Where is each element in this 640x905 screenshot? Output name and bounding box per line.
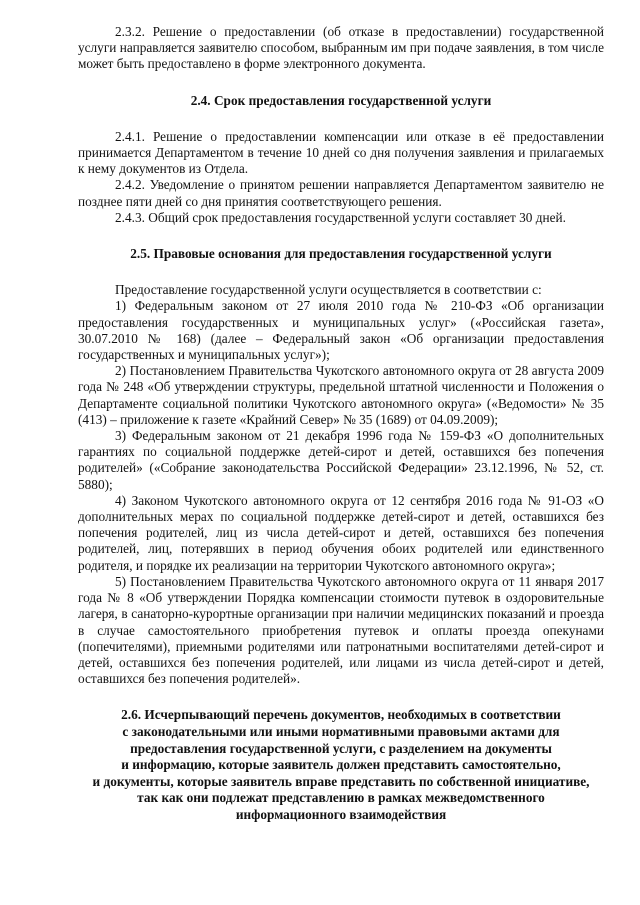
section-heading-2-4: 2.4. Срок предоставления государственной услуги xyxy=(190,92,492,108)
paragraph-2-5-item-5: 5) Постановлением Правительства Чукотского автономного округа от 11 января 2017 года № 8 «Об утверждении Порядка компенсации стоимости путевок в оздоровительные лагеря, в санаторно-курортные организации при наличии медицинских показаний и проезда в случае самостоятельного приобретения путевок и оплаты проезда опекунами (попечителями), приемными родителями или патронатными воспитателями детей-сирот и детей, оставшихся без попечения родителей, или лицами из числа детей-сирот и детей, оставшихся без попечения родителей». xyxy=(78,573,604,687)
document-page xyxy=(78,24,604,823)
spacer xyxy=(78,73,604,93)
paragraph-2-5-item-3: 3) Федеральным законом от 21 декабря 1996 года № 159-ФЗ «О дополнительных гарантиях по социальной поддержке детей-сирот и детей, оставшихся без попечения родителей» («Собрание законодательства Российской Федерации» 23.12.1996, № 52, ст. 5880); xyxy=(78,428,604,492)
paragraph-2-5-item-4: 4) Законом Чукотского автономного округа от 12 сентября 2016 года № 91-ОЗ «О дополнительных мерах по социальной поддержке детей-сирот и детей, оставшихся без попечения родителей, лиц из числа детей-сирот и детей, оставшихся без попечения родителей, лиц, потерявших в период обучения обоих родителей или единственного родителя, и порядке их реализации на территории Чукотского автономного округа»; xyxy=(78,492,604,573)
spacer xyxy=(78,687,604,707)
section-heading-2-6-line: и информацию, которые заявитель должен представить самостоятельно, xyxy=(121,757,561,773)
section-heading-2-6-line: информационного взаимодействия xyxy=(235,806,447,822)
paragraph-2-4-3: 2.4.3. Общий срок предоставления государственной услуги составляет 30 дней. xyxy=(115,209,566,225)
section-heading-2-6-line: и документы, которые заявитель вправе представить по собственной инициативе, xyxy=(92,773,590,789)
section-heading-2-6 xyxy=(78,707,604,823)
spacer xyxy=(78,109,604,129)
spacer xyxy=(78,262,604,282)
section-heading-2-6-line: так как они подлежат представлению в рамках межведомственного xyxy=(137,790,545,806)
section-heading-2-6-line: предоставления государственной услуги, с разделением на документы xyxy=(130,740,552,756)
paragraph-2-5-intro: Предоставление государственной услуги осуществляется в соответствии с: xyxy=(115,282,542,298)
section-heading-2-5: 2.5. Правовые основания для предоставления государственной услуги xyxy=(130,246,552,262)
paragraph-2-4-2: 2.4.2. Уведомление о принятом решении направляется Департаментом заявителю не позднее пяти дней со дня принятия соответствующего решения. xyxy=(78,177,604,209)
paragraph-2-4-1: 2.4.1. Решение о предоставлении компенсации или отказе в её предоставлении принимается Департаментом в течение 10 дней со дня получения заявления и прилагаемых к нему документов из Отдела. xyxy=(78,128,604,177)
paragraph-2-3-2: 2.3.2. Решение о предоставлении (об отказе в предоставлении) государственной услуги направляется заявителю способом, выбранным им при подаче заявления, в том числе может быть предоставлено в форме электронного документа. xyxy=(78,24,604,72)
paragraph-2-5-item-2: 2) Постановлением Правительства Чукотского автономного округа от 28 августа 2009 года № 248 «Об утверждении структуры, предельной штатной численности и Положения о Департаменте социальной политики Чукотского автономного округа» («Ведомости» № 35 (413) – приложение к газете «Крайний Север» № 35 (1689) от 04.09.2009); xyxy=(78,363,604,427)
section-heading-2-6-line: с законодательными или иными нормативными правовыми актами для xyxy=(122,723,560,739)
spacer xyxy=(78,226,604,246)
paragraph-2-5-item-1: 1) Федеральным законом от 27 июля 2010 года № 210-ФЗ «Об организации предоставления государственных и муниципальных услуг» («Российская газета», 30.07.2010 № 168) (далее – Федеральный закон «Об организации предоставления государственных и муниципальных услуг»); xyxy=(78,298,604,363)
section-heading-2-6-line: 2.6. Исчерпывающий перечень документов, необходимых в соответствии xyxy=(121,707,561,723)
